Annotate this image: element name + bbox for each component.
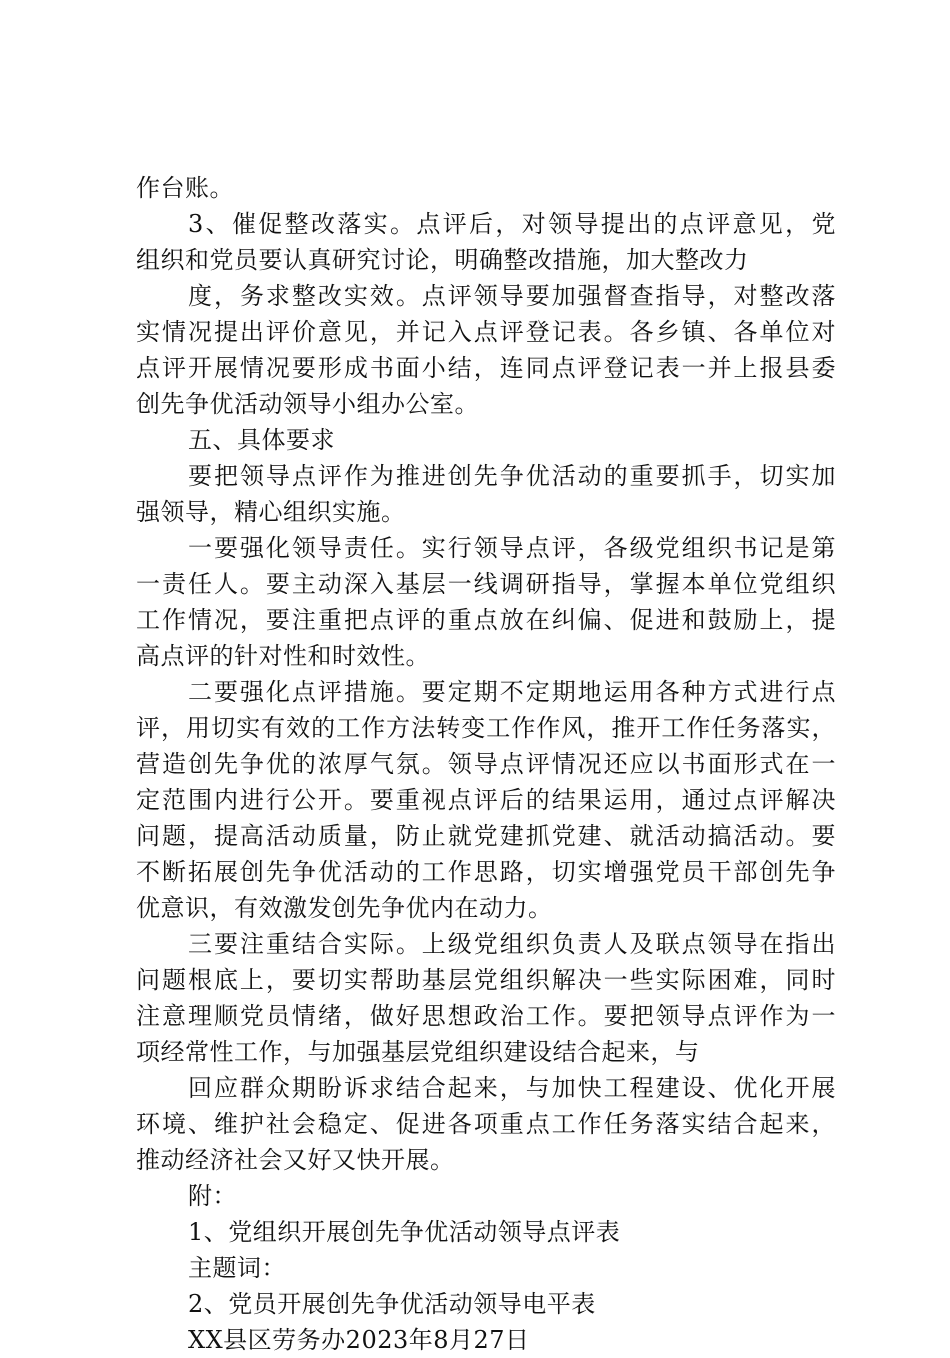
text-line: 一要强化领导责任。实行领导点评，各级党组织书记是第 [188,534,836,562]
text-line: 三要注重结合实际。上级党组织负责人及联点领导在指出 [188,930,836,958]
text-line: 环境、维护社会稳定、促进各项重点工作任务落实结合起来， [136,1110,836,1138]
text-line: 点评开展情况要形成书面小结，连同点评登记表一并上报县委 [136,354,836,382]
text-line: 要把领导点评作为推进创先争优活动的重要抓手，切实加 [188,462,836,490]
issuer-date: XX县区劳务办2023年8月27日 [188,1326,530,1354]
text-line: 问题根底上，要切实帮助基层党组织解决一些实际困难，同时 [136,966,836,994]
text-line: 定范围内进行公开。要重视点评后的结果运用，通过点评解决 [136,786,836,814]
document-body [136,170,836,1358]
text-line: 回应群众期盼诉求结合起来，与加快工程建设、优化开展 [188,1074,836,1102]
text-line: 实情况提出评价意见，并记入点评登记表。各乡镇、各单位对 [136,318,836,346]
text-line: 高点评的针对性和时效性。 [136,642,430,670]
text-line: 度，务求整改实效。点评领导要加强督查指导，对整改落 [188,282,836,310]
text-line: 评，用切实有效的工作方法转变工作作风，推开工作任务落实， [136,714,836,742]
text-line: 不断拓展创先争优活动的工作思路，切实增强党员干部创先争 [136,858,836,886]
text-line: 注意理顺党员情绪，做好思想政治工作。要把领导点评作为一 [136,1002,836,1030]
section-heading: 五、具体要求 [188,426,335,454]
text-line: 推动经济社会又好又快开展。 [136,1146,455,1174]
text-line: 营造创先争优的浓厚气氛。领导点评情况还应以书面形式在一 [136,750,836,778]
text-line: 作台账。 [136,174,234,202]
attachment-item: 1、党组织开展创先争优活动领导点评表 [188,1218,621,1246]
text-line: 组织和党员要认真研究讨论，明确整改措施，加大整改力 [136,246,749,274]
attachment-heading: 附： [188,1182,237,1210]
keywords-label: 主题词： [188,1254,286,1282]
text-line: 二要强化点评措施。要定期不定期地运用各种方式进行点 [188,678,836,706]
text-line: 3、催促整改落实。点评后，对领导提出的点评意见，党 [188,210,836,238]
text-line: 强领导，精心组织实施。 [136,498,406,526]
text-line: 项经常性工作，与加强基层党组织建设结合起来，与 [136,1038,700,1066]
text-line: 工作情况，要注重把点评的重点放在纠偏、促进和鼓励上，提 [136,606,836,634]
text-line: 创先争优活动领导小组办公室。 [136,390,479,418]
attachment-item: 2、党员开展创先争优活动领导电平表 [188,1290,596,1318]
text-line: 问题，提高活动质量，防止就党建抓党建、就活动搞活动。要 [136,822,836,850]
text-line: 一责任人。要主动深入基层一线调研指导，掌握本单位党组织 [136,570,836,598]
text-line: 优意识，有效激发创先争优内在动力。 [136,894,553,922]
